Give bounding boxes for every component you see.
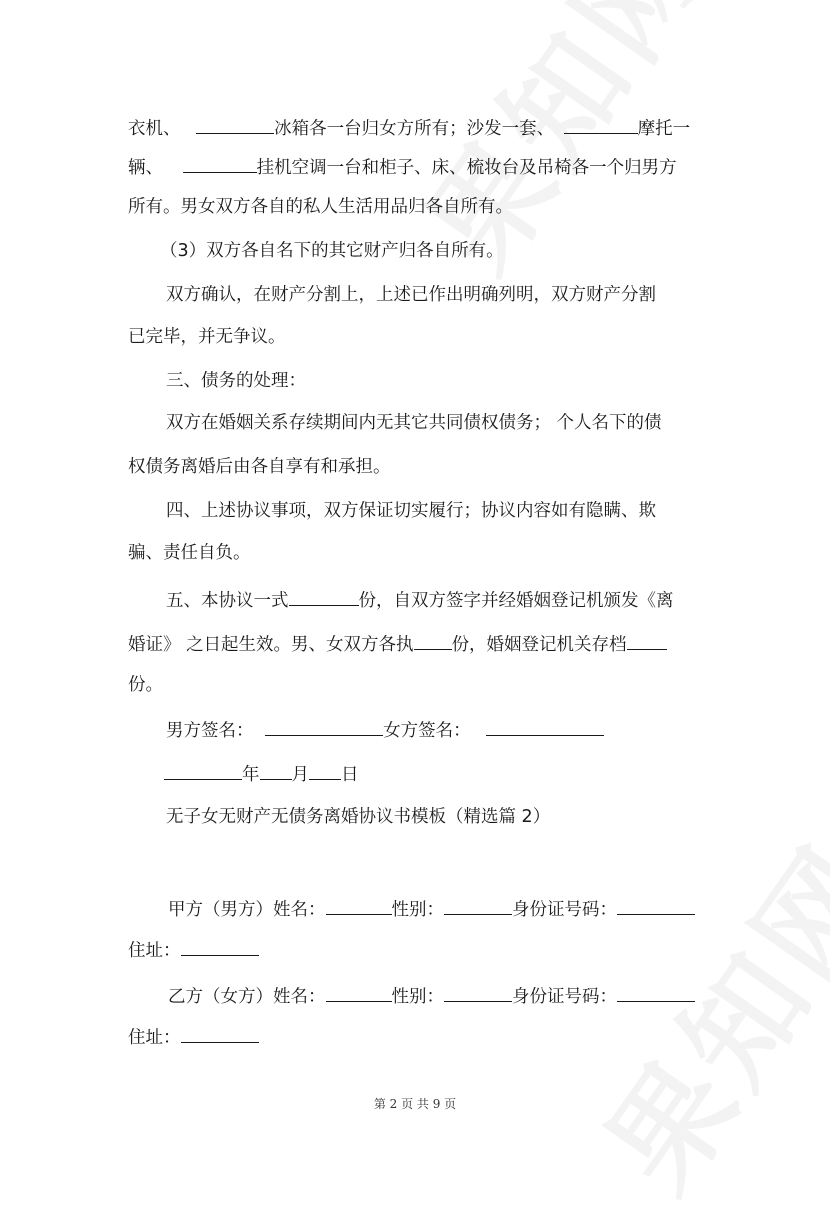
blank-field <box>196 116 274 134</box>
party-b-address: 住址： <box>128 1025 708 1049</box>
signature-line: 男方签名： 女方签名： <box>166 718 746 742</box>
party-a-info: 甲方（男方）姓名： 性别： 身份证号码： <box>168 897 748 921</box>
paragraph-line: 双方确认，在财产分割上，上述已作出明确列明，双方财产分割 <box>166 285 656 305</box>
address-field <box>181 1025 259 1043</box>
address-field <box>181 938 259 956</box>
section-title: 无子女无财产无债务离婚协议书模板（精选篇 2） <box>166 807 551 827</box>
blank-field <box>183 155 257 173</box>
paragraph-line: 衣机、 冰箱各一台归女方所有；沙发一套、 摩托一 <box>128 116 708 140</box>
paragraph-line: 骗、责任自负。 <box>128 543 251 563</box>
paragraph-line: 份。 <box>128 675 163 695</box>
paragraph-line: 双方在婚姻关系存续期间内无其它共同债权债务； 个人名下的债 <box>166 413 662 433</box>
blank-field <box>564 116 638 134</box>
female-signature-field <box>486 718 604 736</box>
id-field <box>617 984 695 1002</box>
party-b-info: 乙方（女方）姓名： 性别： 身份证号码： <box>168 984 748 1008</box>
month-field <box>260 762 292 780</box>
gender-field <box>444 984 512 1002</box>
blank-field <box>627 632 667 650</box>
day-field <box>309 762 341 780</box>
blank-field <box>289 588 359 606</box>
paragraph-line: 所有。男女双方各自的私人生活用品归各自所有。 <box>128 197 513 217</box>
paragraph-line: 辆、 挂机空调一台和柜子、床、梳妆台及吊椅各一个归男方 <box>128 155 708 179</box>
year-field <box>164 762 242 780</box>
gender-field <box>444 897 512 915</box>
name-field <box>326 897 392 915</box>
paragraph-line: 五、本协议一式 份，自双方签字并经婚姻登记机颁发《离 <box>166 588 746 612</box>
paragraph-line: 婚证》 之日起生效。男、女双方各执 份，婚姻登记机关存档 <box>128 632 708 656</box>
blank-field <box>414 632 452 650</box>
paragraph-line: 权债务离婚后由各自享有和承担。 <box>128 457 391 477</box>
male-signature-field <box>265 718 383 736</box>
id-field <box>617 897 695 915</box>
name-field <box>326 984 392 1002</box>
paragraph-line: （3）双方各自名下的其它财产归各自所有。 <box>160 241 504 261</box>
watermark-lower <box>560 805 830 1218</box>
party-a-address: 住址： <box>128 938 708 962</box>
heading: 三、债务的处理： <box>166 371 306 391</box>
page-number: 第 2 页 共 9 页 <box>373 1097 457 1111</box>
paragraph-line: 四、上述协议事项，双方保证切实履行；协议内容如有隐瞒、欺 <box>166 501 656 521</box>
paragraph-line: 已完毕，并无争议。 <box>128 327 286 347</box>
date-line: 年 月 日 <box>164 762 744 786</box>
